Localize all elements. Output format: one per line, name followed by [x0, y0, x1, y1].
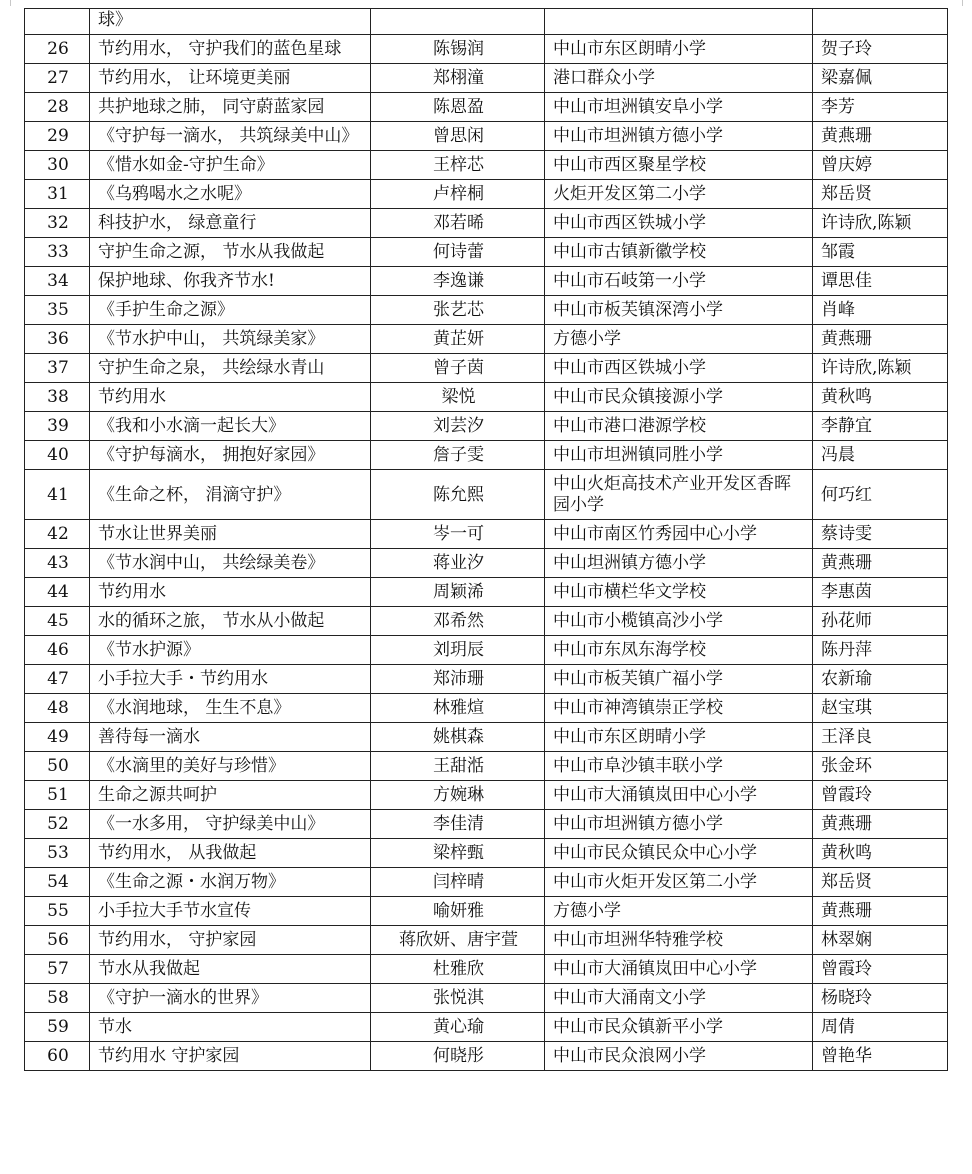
- table-row: [25, 470, 948, 520]
- teacher-cell: 曾艳华: [813, 1042, 948, 1071]
- author-cell: 曾思闲: [371, 122, 545, 151]
- row-number-cell: 28: [25, 93, 90, 122]
- table-row: [25, 897, 948, 926]
- work-title-cell: 节水让世界美丽: [90, 520, 371, 549]
- author-cell: 何诗蕾: [371, 238, 545, 267]
- table-row: [25, 839, 948, 868]
- row-number-cell: 35: [25, 296, 90, 325]
- author-cell: 闫梓晴: [371, 868, 545, 897]
- work-title-cell: 善待每一滴水: [90, 723, 371, 752]
- row-number-cell: 59: [25, 1013, 90, 1042]
- school-cell: 中山市火炬开发区第二小学: [545, 868, 813, 897]
- table-row: [25, 607, 948, 636]
- author-cell: 黄芷妍: [371, 325, 545, 354]
- table-row: [25, 238, 948, 267]
- table-row: [25, 723, 948, 752]
- row-number-cell: 42: [25, 520, 90, 549]
- school-cell: 中山市小榄镇高沙小学: [545, 607, 813, 636]
- work-title-cell: 节约用水: [90, 383, 371, 412]
- author-cell: 蒋业汐: [371, 549, 545, 578]
- row-number-cell: 44: [25, 578, 90, 607]
- work-title-cell: 《生命之杯， 涓滴守护》: [90, 470, 371, 520]
- work-title-cell: 守护生命之泉， 共绘绿水青山: [90, 354, 371, 383]
- row-number-cell: 36: [25, 325, 90, 354]
- author-cell: 姚棋森: [371, 723, 545, 752]
- table-row: [25, 955, 948, 984]
- row-number-cell: 38: [25, 383, 90, 412]
- author-cell: 李逸谦: [371, 267, 545, 296]
- work-title-cell: 节约用水， 让环境更美丽: [90, 64, 371, 93]
- work-title-cell: 节约用水， 守护我们的蓝色星球: [90, 35, 371, 64]
- school-cell: [545, 9, 813, 35]
- author-cell: 蒋欣妍、唐宇萱: [371, 926, 545, 955]
- row-number-cell: 30: [25, 151, 90, 180]
- teacher-cell: 曾霞玲: [813, 781, 948, 810]
- row-number-cell: 57: [25, 955, 90, 984]
- table-row: [25, 93, 948, 122]
- author-cell: 周颖浠: [371, 578, 545, 607]
- teacher-cell: 肖峰: [813, 296, 948, 325]
- author-cell: 刘芸汐: [371, 412, 545, 441]
- work-title-cell: 节约用水， 从我做起: [90, 839, 371, 868]
- row-number-cell: 33: [25, 238, 90, 267]
- author-cell: 王梓芯: [371, 151, 545, 180]
- school-cell: 中山市西区铁城小学: [545, 354, 813, 383]
- teacher-cell: 黄燕珊: [813, 325, 948, 354]
- work-title-cell: 《水润地球， 生生不息》: [90, 694, 371, 723]
- school-cell: 方德小学: [545, 897, 813, 926]
- teacher-cell: 许诗欣,陈颖: [813, 209, 948, 238]
- table-row: [25, 549, 948, 578]
- row-number-cell: 32: [25, 209, 90, 238]
- work-title-cell: 《守护每一滴水， 共筑绿美中山》: [90, 122, 371, 151]
- school-cell: 中山市板芙镇深湾小学: [545, 296, 813, 325]
- work-title-cell: 《守护一滴水的世界》: [90, 984, 371, 1013]
- work-title-cell: 守护生命之源， 节水从我做起: [90, 238, 371, 267]
- teacher-cell: 邹霞: [813, 238, 948, 267]
- table-row: [25, 665, 948, 694]
- work-title-cell: 小手拉大手・节约用水: [90, 665, 371, 694]
- school-cell: 中山市东区朗晴小学: [545, 35, 813, 64]
- margin-corner-mark: [962, 0, 963, 6]
- work-title-cell: 科技护水， 绿意童行: [90, 209, 371, 238]
- author-cell: 王甜湉: [371, 752, 545, 781]
- table-row: [25, 1042, 948, 1071]
- teacher-cell: 陈丹萍: [813, 636, 948, 665]
- teacher-cell: [813, 9, 948, 35]
- school-cell: 中山市东凤东海学校: [545, 636, 813, 665]
- school-cell: 中山市石岐第一小学: [545, 267, 813, 296]
- table-body: [25, 9, 948, 1071]
- table-row: [25, 267, 948, 296]
- teacher-cell: 张金环: [813, 752, 948, 781]
- work-title-cell: 节约用水 守护家园: [90, 1042, 371, 1071]
- author-cell: 邓希然: [371, 607, 545, 636]
- table-row: [25, 984, 948, 1013]
- row-number-cell: 55: [25, 897, 90, 926]
- school-cell: 中山火炬高技术产业开发区香晖园小学: [545, 470, 813, 520]
- work-title-cell: 《乌鸦喝水之水呢》: [90, 180, 371, 209]
- author-cell: 何晓彤: [371, 1042, 545, 1071]
- author-cell: 邓若晞: [371, 209, 545, 238]
- school-cell: 中山市民众浪网小学: [545, 1042, 813, 1071]
- table-row: [25, 412, 948, 441]
- school-cell: 中山市大涌镇岚田中心小学: [545, 781, 813, 810]
- teacher-cell: 王泽良: [813, 723, 948, 752]
- teacher-cell: 冯晨: [813, 441, 948, 470]
- table-row: [25, 122, 948, 151]
- work-title-cell: 保护地球、你我齐节水!: [90, 267, 371, 296]
- teacher-cell: 林翠娴: [813, 926, 948, 955]
- author-cell: 郑栩潼: [371, 64, 545, 93]
- school-cell: 中山市板芙镇广福小学: [545, 665, 813, 694]
- author-cell: 梁梓甄: [371, 839, 545, 868]
- author-cell: 陈允熙: [371, 470, 545, 520]
- author-cell: 岑一可: [371, 520, 545, 549]
- teacher-cell: 李静宜: [813, 412, 948, 441]
- school-cell: 中山市南区竹秀园中心小学: [545, 520, 813, 549]
- work-title-cell: 《我和小水滴一起长大》: [90, 412, 371, 441]
- school-cell: 中山市港口港源学校: [545, 412, 813, 441]
- teacher-cell: 郑岳贤: [813, 180, 948, 209]
- table-row: [25, 520, 948, 549]
- table-row: [25, 180, 948, 209]
- row-number-cell: 46: [25, 636, 90, 665]
- teacher-cell: 贺子玲: [813, 35, 948, 64]
- work-title-cell: 《节水护源》: [90, 636, 371, 665]
- table-row: [25, 752, 948, 781]
- school-cell: 中山市民众镇新平小学: [545, 1013, 813, 1042]
- row-number-cell: 48: [25, 694, 90, 723]
- teacher-cell: 许诗欣,陈颖: [813, 354, 948, 383]
- table-row: [25, 868, 948, 897]
- teacher-cell: 黄燕珊: [813, 549, 948, 578]
- school-cell: 港口群众小学: [545, 64, 813, 93]
- row-number-cell: 51: [25, 781, 90, 810]
- teacher-cell: 杨晓玲: [813, 984, 948, 1013]
- row-number-cell: 29: [25, 122, 90, 151]
- teacher-cell: 赵宝琪: [813, 694, 948, 723]
- table-row: [25, 35, 948, 64]
- author-cell: 黄心瑜: [371, 1013, 545, 1042]
- teacher-cell: 李惠茵: [813, 578, 948, 607]
- author-cell: 梁悦: [371, 383, 545, 412]
- table-row: [25, 64, 948, 93]
- teacher-cell: 黄燕珊: [813, 897, 948, 926]
- school-cell: 中山市坦洲镇方德小学: [545, 122, 813, 151]
- work-title-cell: 节水: [90, 1013, 371, 1042]
- teacher-cell: 何巧红: [813, 470, 948, 520]
- table-row: [25, 810, 948, 839]
- row-number-cell: 41: [25, 470, 90, 520]
- work-title-cell: 球》: [90, 9, 371, 35]
- school-cell: 中山市坦洲镇安阜小学: [545, 93, 813, 122]
- school-cell: 中山市神湾镇崇正学校: [545, 694, 813, 723]
- teacher-cell: 郑岳贤: [813, 868, 948, 897]
- author-cell: [371, 9, 545, 35]
- author-cell: 喻妍雅: [371, 897, 545, 926]
- row-number-cell: 27: [25, 64, 90, 93]
- work-title-cell: 小手拉大手节水宣传: [90, 897, 371, 926]
- table-row: [25, 781, 948, 810]
- teacher-cell: 蔡诗雯: [813, 520, 948, 549]
- work-title-cell: 《惜水如金-守护生命》: [90, 151, 371, 180]
- row-number-cell: 45: [25, 607, 90, 636]
- teacher-cell: 谭思佳: [813, 267, 948, 296]
- author-cell: 张悦淇: [371, 984, 545, 1013]
- school-cell: 中山市西区聚星学校: [545, 151, 813, 180]
- table-row: [25, 636, 948, 665]
- author-cell: 陈锡润: [371, 35, 545, 64]
- work-title-cell: 节约用水: [90, 578, 371, 607]
- teacher-cell: 黄燕珊: [813, 810, 948, 839]
- work-title-cell: 《水滴里的美好与珍惜》: [90, 752, 371, 781]
- work-title-cell: 《一水多用， 守护绿美中山》: [90, 810, 371, 839]
- row-number-cell: 53: [25, 839, 90, 868]
- row-number-cell: 34: [25, 267, 90, 296]
- margin-corner-mark: [10, 0, 11, 6]
- author-cell: 卢梓桐: [371, 180, 545, 209]
- school-cell: 中山市大涌镇岚田中心小学: [545, 955, 813, 984]
- school-cell: 中山市东区朗晴小学: [545, 723, 813, 752]
- row-number-cell: 54: [25, 868, 90, 897]
- table-row-continuation: [25, 9, 948, 35]
- row-number-cell: 52: [25, 810, 90, 839]
- row-number-cell: 26: [25, 35, 90, 64]
- work-title-cell: 《手护生命之源》: [90, 296, 371, 325]
- author-cell: 张艺芯: [371, 296, 545, 325]
- work-title-cell: 共护地球之肺， 同守蔚蓝家园: [90, 93, 371, 122]
- author-cell: 郑沛珊: [371, 665, 545, 694]
- award-list-table: [24, 8, 948, 1071]
- author-cell: 陈恩盈: [371, 93, 545, 122]
- row-number-cell: 43: [25, 549, 90, 578]
- school-cell: 中山市阜沙镇丰联小学: [545, 752, 813, 781]
- school-cell: 中山市古镇新徽学校: [545, 238, 813, 267]
- row-number-cell: 39: [25, 412, 90, 441]
- school-cell: 中山市坦洲镇同胜小学: [545, 441, 813, 470]
- teacher-cell: 曾霞玲: [813, 955, 948, 984]
- row-number-cell: 58: [25, 984, 90, 1013]
- author-cell: 曾子茵: [371, 354, 545, 383]
- work-title-cell: 《节水护中山， 共筑绿美家》: [90, 325, 371, 354]
- author-cell: 李佳清: [371, 810, 545, 839]
- school-cell: 中山市民众镇民众中心小学: [545, 839, 813, 868]
- work-title-cell: 节水从我做起: [90, 955, 371, 984]
- teacher-cell: 黄秋鸣: [813, 383, 948, 412]
- table-row: [25, 354, 948, 383]
- table-row: [25, 578, 948, 607]
- school-cell: 火炬开发区第二小学: [545, 180, 813, 209]
- teacher-cell: 孙花师: [813, 607, 948, 636]
- table-row: [25, 209, 948, 238]
- school-cell: 中山市大涌南文小学: [545, 984, 813, 1013]
- author-cell: 林雅煊: [371, 694, 545, 723]
- row-number-cell: [25, 9, 90, 35]
- school-cell: 中山市坦洲华特雅学校: [545, 926, 813, 955]
- work-title-cell: 《守护每滴水， 拥抱好家园》: [90, 441, 371, 470]
- school-cell: 中山坦洲镇方德小学: [545, 549, 813, 578]
- school-cell: 中山市横栏华文学校: [545, 578, 813, 607]
- school-cell: 中山市西区铁城小学: [545, 209, 813, 238]
- row-number-cell: 49: [25, 723, 90, 752]
- row-number-cell: 31: [25, 180, 90, 209]
- teacher-cell: 曾庆婷: [813, 151, 948, 180]
- work-title-cell: 《生命之源・水润万物》: [90, 868, 371, 897]
- work-title-cell: 生命之源共呵护: [90, 781, 371, 810]
- author-cell: 詹子雯: [371, 441, 545, 470]
- row-number-cell: 60: [25, 1042, 90, 1071]
- teacher-cell: 黄燕珊: [813, 122, 948, 151]
- table-row: [25, 296, 948, 325]
- row-number-cell: 56: [25, 926, 90, 955]
- teacher-cell: 农新瑜: [813, 665, 948, 694]
- teacher-cell: 李芳: [813, 93, 948, 122]
- row-number-cell: 47: [25, 665, 90, 694]
- school-cell: 方德小学: [545, 325, 813, 354]
- table-row: [25, 1013, 948, 1042]
- author-cell: 刘玥辰: [371, 636, 545, 665]
- work-title-cell: 节约用水， 守护家园: [90, 926, 371, 955]
- author-cell: 杜雅欣: [371, 955, 545, 984]
- row-number-cell: 50: [25, 752, 90, 781]
- teacher-cell: 周倩: [813, 1013, 948, 1042]
- table-row: [25, 325, 948, 354]
- teacher-cell: 黄秋鸣: [813, 839, 948, 868]
- row-number-cell: 40: [25, 441, 90, 470]
- row-number-cell: 37: [25, 354, 90, 383]
- work-title-cell: 水的循环之旅， 节水从小做起: [90, 607, 371, 636]
- table-row: [25, 151, 948, 180]
- work-title-cell: 《节水润中山， 共绘绿美卷》: [90, 549, 371, 578]
- table-row: [25, 926, 948, 955]
- table-row: [25, 441, 948, 470]
- teacher-cell: 梁嘉佩: [813, 64, 948, 93]
- author-cell: 方婉琳: [371, 781, 545, 810]
- table-row: [25, 694, 948, 723]
- table-row: [25, 383, 948, 412]
- school-cell: 中山市坦洲镇方德小学: [545, 810, 813, 839]
- school-cell: 中山市民众镇接源小学: [545, 383, 813, 412]
